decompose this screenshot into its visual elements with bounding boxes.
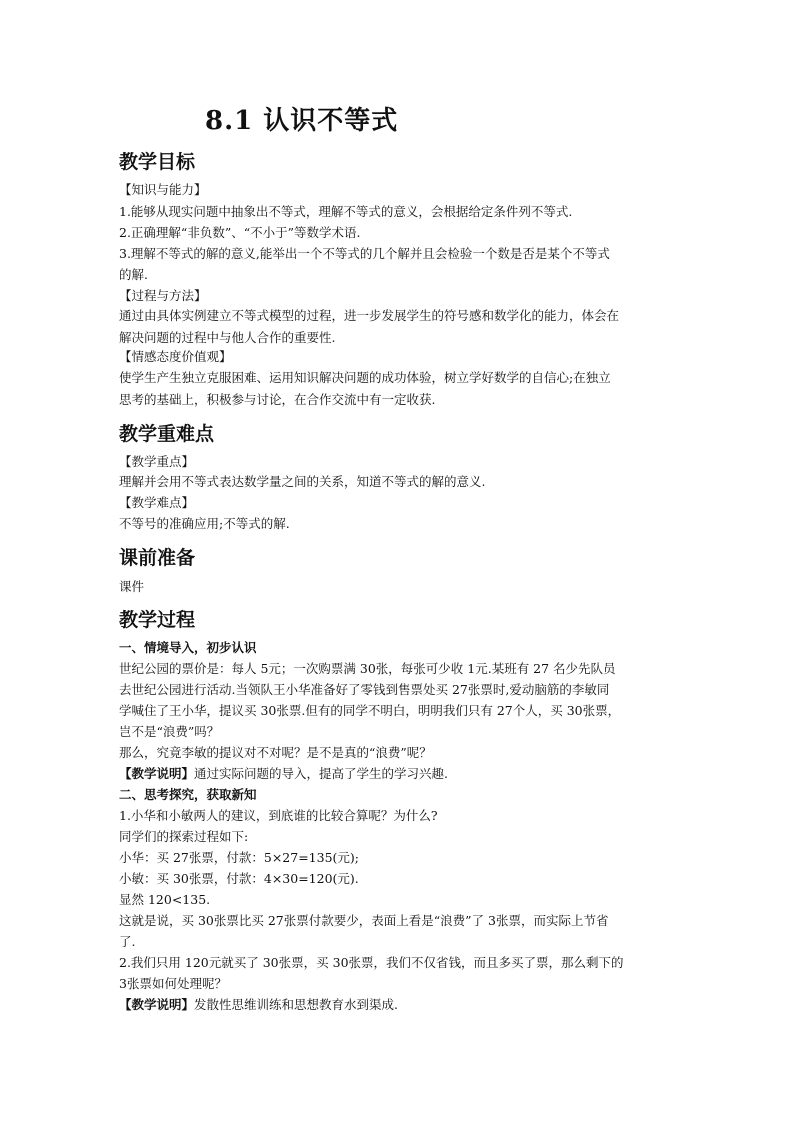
process-label: 【过程与方法】 [119, 288, 207, 303]
calc-xiaomin: 小敏：买 30张票，付款：4×30=120(元). [119, 871, 359, 886]
emotion-text: 使学生产生独立克服困难、运用知识解决问题的成功体验，树立学好数学的自信心;在独立 [119, 370, 611, 385]
section-heading-goals: 教学目标 [119, 151, 196, 173]
process-text-cont: 解决问题的过程中与他人合作的重要性. [119, 330, 336, 345]
comparison: 显然 120<135. [119, 892, 211, 907]
teaching-note-label: 【教学说明】 [119, 997, 195, 1012]
teaching-note-2 [119, 995, 398, 1014]
section-heading-prep: 课前准备 [119, 547, 196, 569]
process-text: 通过由具体实例建立不等式模型的过程，进一步发展学生的符号感和数学化的能力，体会在 [119, 308, 620, 323]
difficulty-text: 不等号的准确应用;不等式的解. [119, 516, 290, 531]
focus-text: 理解并会用不等式表达数学量之间的关系，知道不等式的解的意义. [119, 474, 486, 489]
teaching-note-text: 发散性思维训练和思想教育水到渠成. [194, 997, 398, 1012]
knowledge-label: 【知识与能力】 [119, 182, 207, 197]
teaching-note-text: 通过实际问题的导入，提高了学生的学习兴趣. [194, 766, 448, 781]
knowledge-item-2: 2.正确理解“非负数”、“不小于”等数学术语. [119, 225, 361, 240]
teaching-note-1 [119, 764, 448, 783]
knowledge-item-3: 3.理解不等式的解的意义,能举出一个不等式的几个解并且会检验一个数是否是某个不等式 [119, 246, 610, 261]
part1-question: 那么，究竟李敏的提议对不对呢？是不是真的“浪费”呢？ [119, 745, 432, 760]
page-title: 8.1 认识不等式 [205, 106, 399, 136]
part1-paragraph-cont: 岂不是“浪费”吗？ [119, 724, 220, 739]
question-1-intro: 同学们的探索过程如下: [119, 829, 249, 844]
part1-title: 一、情境导入，初步认识 [119, 640, 257, 655]
part1-paragraph-cont: 学喊住了王小华，提议买 30张票.但有的同学不明白，明明我们只有 27个人，买 30张票， [119, 703, 621, 718]
question-2: 2.我们只用 120元就买了 30张票，买 30张票，我们不仅省钱，而且多买了票，那么剩下的 [119, 955, 624, 970]
conclusion: 这就是说，买 30张票比买 27张票付款要少，表面上看是“浪费”了 3张票，而实际上节省 [119, 913, 609, 928]
part1-paragraph-cont: 去世纪公园进行活动.当领队王小华准备好了零钱到售票处买 27张票时,爱动脑筋的李敏同 [119, 682, 610, 697]
knowledge-item-1: 1.能够从现实问题中抽象出不等式，理解不等式的意义，会根据给定条件列不等式. [119, 204, 573, 219]
conclusion-cont: 了. [119, 934, 136, 949]
part1-paragraph: 世纪公园的票价是：每人 5元；一次购票满 30张，每张可少收 1元.某班有 27 名少先队员 [119, 661, 616, 676]
question-1: 1.小华和小敏两人的建议，到底谁的比较合算呢？为什么? [119, 808, 438, 823]
focus-label: 【教学重点】 [119, 454, 195, 469]
section-heading-key-points: 教学重难点 [119, 423, 215, 445]
part2-title: 二、思考探究，获取新知 [119, 787, 257, 802]
emotion-label: 【情感态度价值观】 [119, 349, 232, 364]
calc-xiaohua: 小华：买 27张票，付款：5×27=135(元); [119, 850, 360, 865]
teaching-note-label: 【教学说明】 [119, 766, 195, 781]
question-2-cont: 3张票如何处理呢？ [119, 976, 227, 991]
prep-text: 课件 [119, 579, 145, 594]
emotion-text-cont: 思考的基础上，积极参与讨论，在合作交流中有一定收获. [119, 392, 436, 407]
section-heading-procedure: 教学过程 [119, 609, 196, 631]
knowledge-item-3-cont: 的解. [119, 267, 148, 282]
difficulty-label: 【教学难点】 [119, 495, 195, 510]
